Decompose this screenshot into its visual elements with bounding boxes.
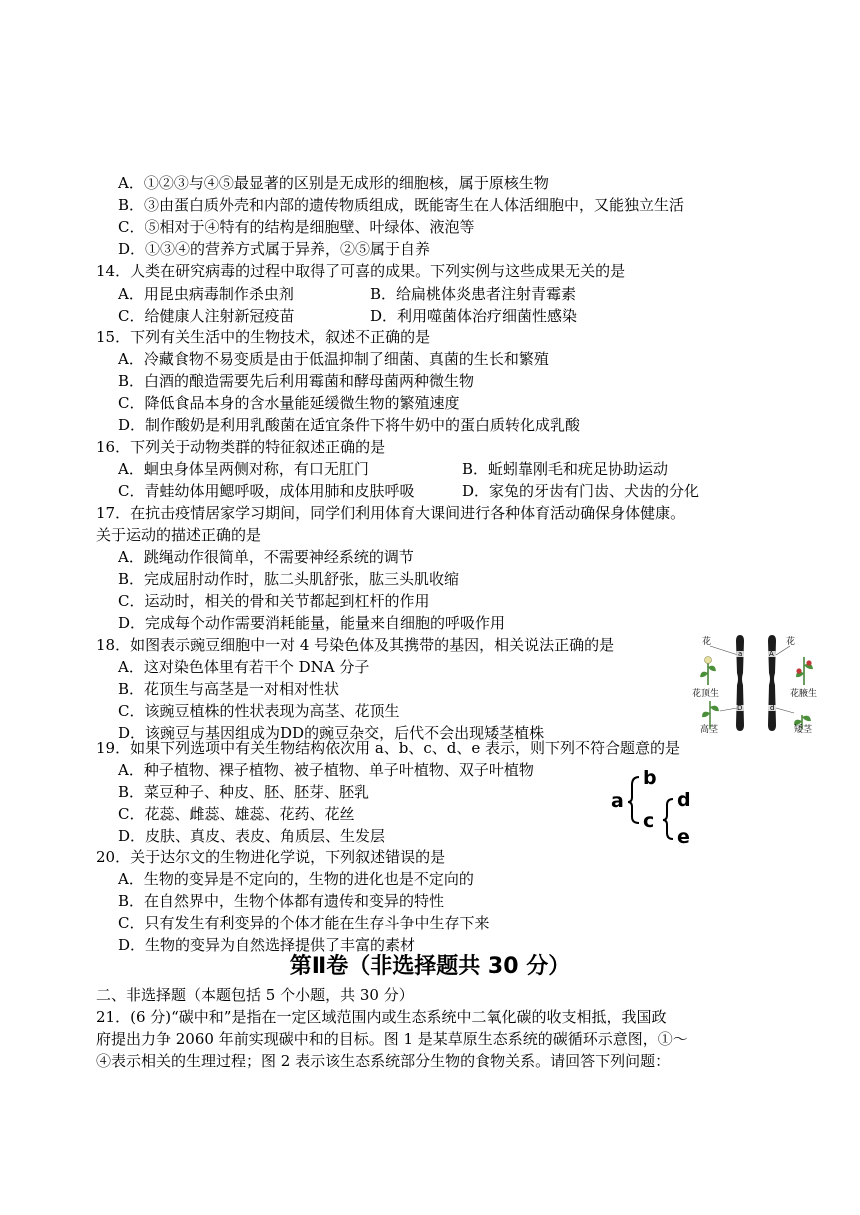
q19-option-a: A．种子植物、裸子植物、被子植物、单子叶植物、双子叶植物: [118, 761, 534, 779]
q19-option-c: C．花蕊、雌蕊、雄蕊、花药、花丝: [118, 805, 355, 823]
q17-option-c: C．运动时，相关的骨和关节都起到杠杆的作用: [118, 592, 430, 610]
q21-line-1: 21．(6 分)“碳中和”是指在一定区域范围内或生态系统中二氧化碳的收支相抵，我国政: [96, 1008, 667, 1026]
q20-option-c: C．只有发生有利变异的个体才能在生存斗争中生存下来: [118, 914, 490, 932]
q15-stem: 15．下列有关生活中的生物技术，叙述不正确的是: [96, 328, 431, 346]
label-tall: 高茎: [700, 725, 719, 733]
q18-option-a: A．这对染色体里有若干个 DNA 分子: [118, 658, 370, 676]
q14-option-d: D．利用噬菌体治疗细菌性感染: [370, 307, 578, 325]
gene-d-label: d: [770, 704, 775, 712]
q17-option-a: A．跳绳动作很简单，不需要神经系统的调节: [118, 548, 414, 566]
q18-stem: 18．如图表示豌豆细胞中一对 4 号染色体及其携带的基因，相关说法正确的是: [96, 636, 615, 654]
q14-stem: 14．人类在研究病毒的过程中取得了可喜的成果。下列实例与这些成果无关的是: [96, 262, 626, 280]
q17-option-b: B．完成屈肘动作时，肱二头肌舒张，肱三头肌收缩: [118, 570, 460, 588]
q16-option-a: A．蛔虫身体呈两侧对称，有口无肛门: [118, 460, 369, 478]
q18-option-d: D．该豌豆与基因组成为DD的豌豆杂交，后代不会出现矮茎植株: [118, 724, 545, 742]
q16-option-b: B．蚯蚓靠刚毛和疣足协助运动: [462, 460, 669, 478]
flower-top-plant-icon: [700, 657, 716, 686]
q19-option-b: B．菜豆种子、种皮、胚、胚芽、胚乳: [118, 783, 370, 801]
q16-stem: 16．下列关于动物类群的特征叙述正确的是: [96, 438, 386, 456]
q17-option-d: D．完成每个动作需要消耗能量，能量来自细胞的呼吸作用: [118, 614, 506, 632]
q20-option-d: D．生物的变异为自然选择提供了丰富的素材: [118, 936, 416, 954]
tree-node-e: e: [677, 826, 690, 845]
tree-node-d: d: [677, 789, 691, 811]
q20-stem: 20．关于达尔文的生物进化学说，下列叙述错误的是: [96, 848, 446, 866]
q15-option-b: B．白酒的酿造需要先后利用霉菌和酵母菌两种微生物: [118, 372, 475, 390]
label-flower-top: 花顶生: [692, 689, 720, 699]
q20-option-b: B．在自然界中，生物个体都有遗传和变异的特性: [118, 892, 445, 910]
q16-option-c: C．青蛙幼体用鳃呼吸，成体用肺和皮肤呼吸: [118, 482, 415, 500]
q14-option-b: B．给扁桃体炎患者注射青霉素: [370, 285, 577, 303]
gene-D-label: D: [737, 704, 743, 712]
q19-option-d: D．皮肤、真皮、表皮、角质层、生发层: [118, 827, 386, 845]
q13-option-c: C．⑤相对于④特有的结构是细胞壁、叶绿体、液泡等: [118, 218, 475, 236]
q13-option-b: B．③由蛋白质外壳和内部的遗传物质组成，既能寄生在人体活细胞中，又能独立生活: [118, 196, 685, 214]
q16-option-d: D．家兔的牙齿有门齿、犬齿的分化: [462, 482, 700, 500]
q21-line-3: ④表示相关的生理过程；图 2 表示该生态系统部分生物的食物关系。请回答下列问题：: [96, 1052, 671, 1070]
q13-option-d: D．①③④的营养方式属于异养，②⑤属于自养: [118, 240, 431, 258]
chromosome-figure: [690, 633, 830, 733]
gene-a-label: a: [738, 650, 743, 658]
q18-option-c: C．该豌豆植株的性状表现为高茎、花顶生: [118, 702, 400, 720]
label-flower-left: 花: [702, 637, 712, 647]
flower-axil-plant-icon: [796, 657, 813, 685]
tree-node-c: c: [643, 810, 655, 832]
q21-line-2: 府提出力争 2060 年前实现碳中和的目标。图 1 是某草原生态系统的碳循环示意图，①～: [96, 1030, 688, 1048]
q15-option-d: D．制作酸奶是利用乳酸菌在适宜条件下将牛奶中的蛋白质转化成乳酸: [118, 416, 581, 434]
q19-stem: 19．如果下列选项中有关生物结构依次用 a、b、c、d、e 表示，则下列不符合题意的是: [96, 739, 681, 757]
label-flower-right: 花: [786, 637, 796, 647]
q17-stem: 17．在抗击疫情居家学习期间，同学们利用体育大课间进行各种体育活动确保身体健康。: [96, 504, 686, 522]
q18-option-b: B．花顶生与高茎是一对相对性状: [118, 680, 340, 698]
part2-title: 第Ⅱ卷（非选择题共 30 分）: [289, 954, 571, 979]
gene-A-label: A: [769, 650, 774, 658]
tree-node-a: a: [611, 790, 624, 812]
q15-option-c: C．降低食品本身的含水量能延缓微生物的繁殖速度: [118, 394, 460, 412]
tree-node-b: b: [643, 767, 657, 789]
label-flower-axil: 花腋生: [790, 689, 818, 699]
classification-tree-figure: [605, 765, 705, 845]
q14-option-c: C．给健康人注射新冠疫苗: [118, 307, 295, 325]
q20-option-a: A．生物的变异是不定向的，生物的进化也是不定向的: [118, 870, 474, 888]
q13-option-a: A．①②③与④⑤最显著的区别是无成形的细胞核，属于原核生物: [118, 174, 549, 192]
q15-option-a: A．冷藏食物不易变质是由于低温抑制了细菌、真菌的生长和繁殖: [118, 350, 549, 368]
part2-heading: 二、非选择题（本题包括 5 个小题，共 30 分）: [96, 986, 414, 1004]
q14-option-a: A．用昆虫病毒制作杀虫剂: [118, 285, 294, 303]
q17-stem-cont: 关于运动的描述正确的是: [96, 526, 262, 544]
label-short: 矮茎: [794, 725, 813, 733]
